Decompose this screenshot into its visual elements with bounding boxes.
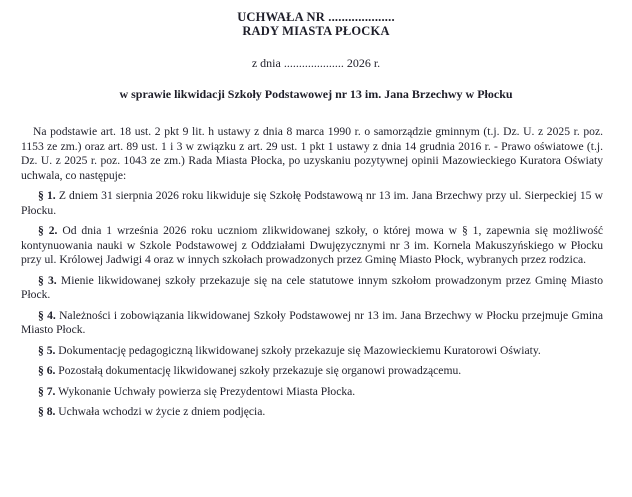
section-text: Uchwała wchodzi w życie z dniem podjęcia. (58, 405, 266, 418)
section-text: Należności i zobowiązania likwidowanej Szkoły Podstawowej nr 13 im. Jana Brzechwy w Płocku przejmuje Gmina Miasto Płock. (21, 308, 604, 336)
preamble-paragraph: Na podstawie art. 18 ust. 2 pkt 9 lit. h ustawy z dnia 8 marca 1990 r. o samorządzie gminnym (t.j. Dz. U. z 2025 r. poz. 1153 ze zm.) oraz art. 89 ust. 1 i 3 w związku z art. 29 ust. 1 pkt 1 ustawy z dnia 14 grudnia 2016 r. - Prawo oświatowe (t.j. Dz. U. z 2025 r. poz. 1043 ze zm.) Rada Miasta Płocka, po uzyskaniu pozytywnej opinii Mazowieckiego Kuratora Oświaty uchwala, co następuje: (21, 125, 603, 182)
section-paragraph (21, 405, 603, 420)
section-text: Od dnia 1 września 2026 roku uczniom zlikwidowanej szkoły, o której mowa w § 1, zapewnia się możliwość kontynuowania nauki w Szkole Podstawowej z Oddziałami Dwujęzycznymi nr 3 im. Kornela Makuszyńskiego w Płocku przy ul. Królowej Jadwigi 4 oraz w innych szkołach prowadzonych przez Gminę Miasto Płock, wybranych przez rodzica. (21, 224, 603, 266)
section-text: Z dniem 31 sierpnia 2026 roku likwiduje się Szkołę Podstawową nr 13 im. Jana Brzechwy przy ul. Sierpeckiej 15 w Płocku. (21, 189, 603, 217)
section-paragraph (21, 385, 603, 400)
document-title-line2: RADY MIASTA PŁOCKA (242, 23, 390, 38)
section-text: Dokumentację pedagogiczną likwidowanej szkoły przekazuje się Mazowieckiemu Kuratorowi Oświaty. (58, 343, 541, 357)
document-title-line1: UCHWAŁA NR .................... (237, 10, 395, 24)
document-date-line: z dnia .................... 2026 r. (251, 56, 381, 70)
section-label: § 2. (38, 224, 58, 237)
section-paragraph (21, 274, 603, 303)
section-paragraph (21, 344, 603, 359)
section-label: § 1. (38, 189, 56, 202)
section-label: § 5. (38, 343, 56, 357)
sections-container (21, 189, 603, 420)
section-paragraph (21, 224, 603, 268)
section-label: § 7. (38, 384, 56, 398)
section-paragraph (21, 309, 603, 338)
section-text: Wykonanie Uchwały powierza się Prezydentowi Miasta Płocka. (58, 384, 356, 398)
section-label: § 8. (38, 405, 56, 418)
section-label: § 3. (38, 273, 57, 287)
document-header (0, 0, 632, 101)
document-body (0, 125, 632, 420)
section-label: § 4. (38, 308, 56, 322)
section-paragraph (21, 364, 603, 379)
section-label: § 6. (38, 364, 56, 377)
section-text: Mienie likwidowanej szkoły przekazuje się na cele statutowe innym szkołom prowadzonym przez Gminę Miasto Płock. (21, 273, 603, 301)
section-text: Pozostałą dokumentację likwidowanej szkoły przekazuje się organowi prowadzącemu. (58, 364, 462, 377)
document-subject-line: w sprawie likwidacji Szkoły Podstawowej nr 13 im. Jana Brzechwy w Płocku (119, 87, 513, 101)
section-paragraph (21, 189, 603, 218)
